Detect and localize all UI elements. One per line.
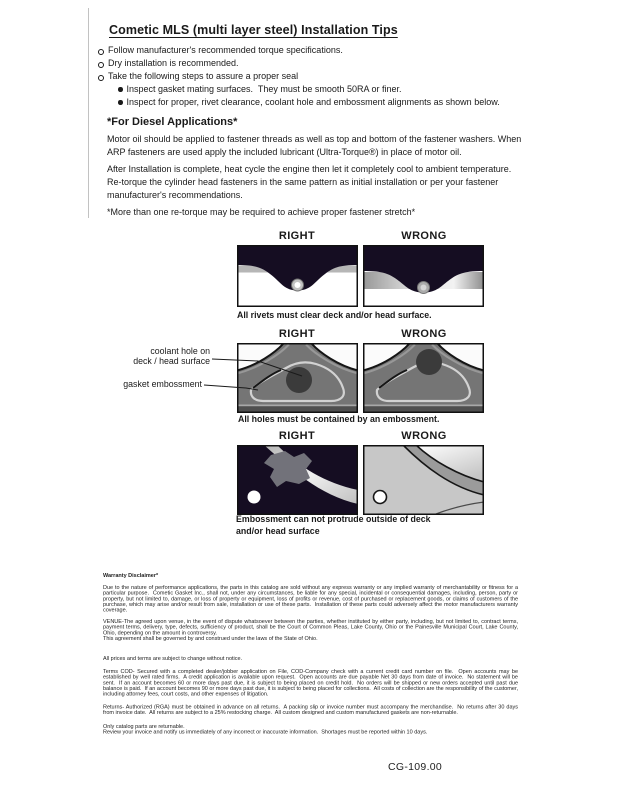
page-code: CG-109.00: [388, 761, 443, 773]
diagram-caption-rivets: All rivets must clear deck and/or head surface.: [237, 310, 432, 320]
dot-bullet-icon: [118, 87, 123, 92]
warranty-heading: Warranty Disclaimer*: [103, 572, 159, 579]
right-label: RIGHT: [278, 230, 316, 242]
bolt-hole: [374, 491, 387, 504]
tip-text: Dry installation is recommended.: [108, 58, 239, 68]
diagram-caption-holes: All holes must be contained by an embossment.: [238, 414, 440, 424]
warranty-section: [103, 573, 518, 735]
installation-tips-list: [98, 44, 528, 109]
bolt-hole: [248, 491, 261, 504]
right-label: RIGHT: [278, 430, 316, 442]
coolant-hole: [416, 349, 442, 375]
circle-bullet-icon: [98, 62, 104, 68]
wrong-label: WRONG: [401, 230, 447, 242]
circle-bullet-icon: [98, 75, 104, 81]
left-margin-rule: [88, 8, 89, 218]
tip-text: Take the following steps to assure a proper seal: [108, 71, 299, 81]
legal-paragraph: Due to the nature of performance applications, the parts in this catalog are sold without any express warranty or any implied warranty of merchantability or fitness for a particular purpose. Cometic Gasket Inc., shall not, under any circumstances, be liable for any special, incidental or consequential damages, including, person, party or property, but not limited to, damage, or loss of property or equipment, loss of profits or revenue, cost of purchased or replacement goods, or claims of customers of the purchase, which may arise and/or result from sale, installation or use of these parts. Installation of these parts could adversely affect the motor manufacturers warranty coverage.: [103, 584, 520, 614]
diesel-paragraph-1: Motor oil should be applied to fastener threads as well as top and bottom of the fastener washers. When ARP fasteners are used apply the included lubricant (Ultra-Torque®) in place of motor oil.: [107, 134, 524, 157]
wrong-label: WRONG: [401, 328, 447, 340]
tip-subitem: [98, 96, 528, 109]
tip-subitem: [98, 83, 528, 96]
retorque-note: *More than one re-torque may be required to achieve proper fastener stretch*: [107, 207, 416, 217]
embossment-wrong-diagram: [363, 343, 484, 413]
tip-item: [98, 44, 528, 57]
coolant-hole: [286, 367, 312, 393]
diagram-caption-protrude: Embossment can not protrude outside of deck and/or head surface: [236, 514, 433, 536]
tip-text: Inspect for proper, rivet clearance, coolant hole and embossment alignments as shown below.: [126, 97, 500, 107]
diesel-applications-heading: *For Diesel Applications*: [107, 116, 238, 128]
rivet-wrong-diagram: [363, 245, 484, 307]
tip-item: [98, 70, 528, 83]
embossment-right-diagram: [237, 343, 358, 413]
legal-paragraph: VENUE-The agreed upon venue, in the event of dispute whatsoever between the parties, whether instituted by either party, including, but not limited to, contract terms, payment terms, delivery, type, defects, sufficiency of product, shall be the Court of Common Pleas, Lake County, Ohio or the Painesville Municipal Court, Lake County, Ohio, depending on the amount in controversy. This agreement shall be governed by and construed under the laws of the State of Ohio.: [103, 618, 520, 642]
legal-paragraph: Only catalog parts are returnable. Review your invoice and notify us immediately of any incorrect or inaccurate information. Shortages must be reported within 10 days.: [103, 723, 428, 735]
rivet-right-diagram: [237, 245, 358, 307]
diesel-paragraph-2: After Installation is complete, heat cycle the engine then let it completely cool to ambient temperature. Re-torque the cylinder head fasteners in the same pattern as initial installation or per your fastener manufacturer's recommendations.: [107, 164, 514, 200]
tip-text: Inspect gasket mating surfaces. They must be smooth 50RA or finer.: [126, 84, 402, 94]
tip-text: Follow manufacturer's recommended torque specifications.: [108, 45, 343, 55]
dot-bullet-icon: [118, 100, 123, 105]
page-title: Cometic MLS (multi layer steel) Installation Tips: [109, 23, 398, 37]
protrude-wrong-diagram: [363, 445, 484, 515]
tip-item: [98, 57, 528, 70]
legal-paragraph: Returns- Authorized (RGA) must be obtained in advance on all returns. A packing slip or invoice number must accompany the merchandise. No returns after 30 days from invoice date. All returns are subject to a 25% restocking charge. All custom designed and custom manufactured gaskets are non-returnable.: [103, 704, 520, 716]
wrong-label: WRONG: [401, 430, 447, 442]
legal-paragraph: Terms COD- Secured with a completed dealer/jobber application on File, COD-Company check with a current credit card number on file. Open accounts may be established by well rated firms. A credit application is available upon request. Open accounts are due payable Net 30 days from date of invoice. No statement will be sent. If an account becomes 60 or more days past due, it is subject to being placed on credit hold. No orders will be shipped or new orders accepted until past due balance is paid. If an account becomes 90 or more days past due, it is subject to being placed for collections. All costs of collection are the responsibility of the customer, including attorney fees, court costs, and other expenses of litigation.: [103, 668, 520, 698]
protrude-right-diagram: [237, 445, 358, 515]
legal-paragraph: All prices and terms are subject to change without notice.: [103, 655, 243, 662]
coolant-hole-annotation: coolant hole on deck / head surface: [133, 346, 210, 366]
circle-bullet-icon: [98, 49, 104, 55]
right-label: RIGHT: [278, 328, 316, 340]
gasket-embossment-annotation: gasket embossment: [123, 379, 202, 389]
